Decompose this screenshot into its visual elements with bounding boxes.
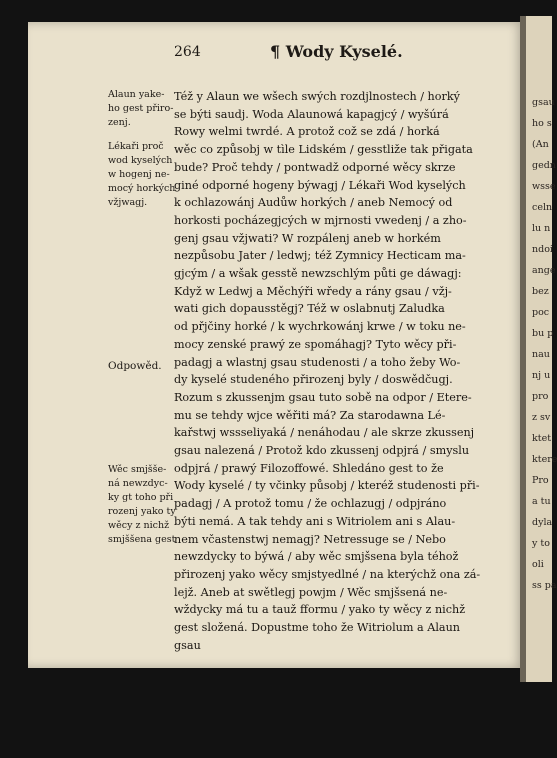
text-line: gest složená. Dopustme toho že Witriolum a Alaun — [174, 621, 460, 635]
facing-page-fragment: pro — [532, 391, 549, 402]
margin-note-2 — [108, 140, 176, 210]
facing-page-fragment: y to — [532, 538, 550, 549]
text-line: kařstwj wssseliyaká / nenáhodau / ale skrze zkussenj — [174, 426, 475, 440]
margin-line: Odpowěd. — [108, 360, 162, 372]
text-line: horkosti pocházegjcých w mjrnosti vwedenj / a zho- — [174, 213, 467, 227]
text-line: nem včastenstwj nemagj? Netressuge se / Nebo — [174, 532, 446, 546]
text-line: giné odporné hogeny býwagj / Lékaři Wod kyselých — [174, 178, 466, 192]
facing-page-text — [532, 16, 557, 758]
facing-page-edge — [526, 16, 557, 682]
margin-line: ky gt toho při — [108, 492, 174, 503]
margin-line: wod kyselých — [108, 155, 173, 166]
text-line: gsau nalezená / Protož kdo zkussenj odpjrá / smyslu — [174, 444, 470, 458]
facing-page-fragment: nau — [532, 349, 550, 360]
margin-line: Alaun yake- — [108, 89, 165, 100]
text-line: Když w Ledwj a Měchýři wředy a rány gsau / vžj- — [174, 284, 452, 298]
facing-page-fragment: bez — [532, 286, 549, 297]
main-text-block — [174, 88, 492, 655]
text-line: Rozum s zkussenjm gsau tuto sobě na odpor / Etere- — [174, 390, 472, 404]
text-line: wěc co způsobj w tìle Lidském / gesstliže tak přigata — [174, 143, 473, 157]
margin-line: wěcy z nichž — [108, 520, 170, 531]
facing-page-fragment: celn — [532, 202, 553, 213]
margin-line: ná newzdyc- — [108, 478, 168, 489]
margin-line: vžjwagj. — [108, 197, 148, 208]
text-line: bude? Proč tehdy / pontwadž odporné wěcy skrze — [174, 160, 456, 174]
facing-page-fragment: ktet — [532, 433, 552, 444]
facing-page-fragment: ho s — [532, 118, 552, 129]
text-line: Též y Alaun we wšech swých rozdjlnostech / horký — [174, 90, 460, 103]
text-line: mu se tehdy wjce wěřiti má? Za starodawna Lé- — [174, 408, 446, 422]
facing-page-fragment: dyla — [532, 517, 553, 528]
text-line: nezpůsobu Jater / ledwj; též Zymnicy Hecticam ma- — [174, 249, 466, 263]
facing-page-fragment: ss pa — [532, 580, 557, 591]
facing-page-fragment: ange — [532, 265, 556, 276]
margin-line: w hogenj ne- — [108, 169, 170, 180]
facing-page-fragment: wsse — [532, 181, 556, 192]
text-line: od přjčiny horké / k wychrkowánj krwe / w toku ne- — [174, 320, 466, 334]
text-line: býti nemá. A tak tehdy ani s Witriolem ani s Alau- — [174, 514, 456, 528]
margin-line: rozenj yako ty — [108, 506, 176, 517]
page-header — [0, 44, 552, 64]
text-line: se býti saudj. Woda Alaunowá kapagjcý / wyšúrá — [174, 107, 449, 121]
text-line: gsau — [174, 638, 201, 652]
margin-note-3 — [108, 359, 176, 373]
page-number: 264 — [174, 44, 201, 60]
margin-line: Wěc smjšše- — [108, 464, 167, 475]
facing-page-fragment: gsau — [532, 97, 555, 108]
text-line: gjcým / a wšak gesstě newzschlým půti ge dáwagj: — [174, 267, 462, 281]
margin-line: zenj. — [108, 117, 131, 128]
text-line: k ochlazowánj Audůw horkých / aneb Nemocý od — [174, 196, 453, 210]
facing-page-fragment: (An — [532, 139, 549, 150]
facing-page-fragment: oli — [532, 559, 544, 570]
facing-page-fragment: ktere — [532, 454, 557, 465]
text-line: wati gich dopausstěgj? Též w oslabnutj Zaludka — [174, 302, 445, 316]
margin-note-1 — [108, 88, 176, 130]
facing-page-fragment: bu p — [532, 328, 554, 339]
facing-page-fragment: ndoi — [532, 244, 553, 255]
text-line: padagj / A protož tomu / že ochlazugj / odpjráno — [174, 497, 447, 511]
facing-page-fragment: poc — [532, 307, 550, 318]
facing-page-fragment: z sv — [532, 412, 551, 423]
text-line: Wody kyselé / ty včinky působj / kteréž studenosti při- — [174, 479, 480, 493]
text-line: přirozenj yako wěcy smjstyedlné / na kterýchž ona zá- — [174, 567, 481, 581]
text-line: mocy zenské prawý ze spomáhagj? Tyto wěcy při- — [174, 337, 457, 351]
margin-line: ho gest přiro- — [108, 103, 174, 114]
facing-page-fragment: Pro — [532, 475, 549, 486]
text-line: dy kyselé studeného přirozenj byly / doswědčugj. — [174, 373, 453, 387]
facing-page-fragment: a tu — [532, 496, 551, 507]
text-line: newzdycky to býwá / aby wěc smjšsena byla téhož — [174, 550, 459, 564]
text-line: lejž. Aneb at swětlegj powjm / Wěc smjšsená ne- — [174, 585, 448, 599]
margin-line: smjššena gest — [108, 534, 176, 545]
text-line: odpjrá / prawý Filozoffowé. Shledáno gest to že — [174, 461, 444, 475]
running-head: ¶ Wody Kyselé. — [270, 42, 403, 61]
facing-page-fragment: nj u — [532, 370, 551, 381]
text-line: padagj a wlastnj gsau studenosti / a toho žeby Wo- — [174, 355, 461, 369]
margin-line: mocý horkých — [108, 183, 176, 194]
text-line: wždycky má tu a tauž fformu / yako ty wěcy z nichž — [174, 603, 466, 617]
facing-page-fragment: gedn — [532, 160, 556, 171]
text-line: Rowy welmi twrdé. A protož což se zdá / horká — [174, 125, 440, 139]
text-line: genj gsau vžjwati? W rozpálenj aneb w horkém — [174, 231, 441, 245]
margin-note-4 — [108, 463, 176, 547]
facing-page-fragment: lu n — [532, 223, 551, 234]
margin-line: Lékaři proč — [108, 141, 164, 152]
